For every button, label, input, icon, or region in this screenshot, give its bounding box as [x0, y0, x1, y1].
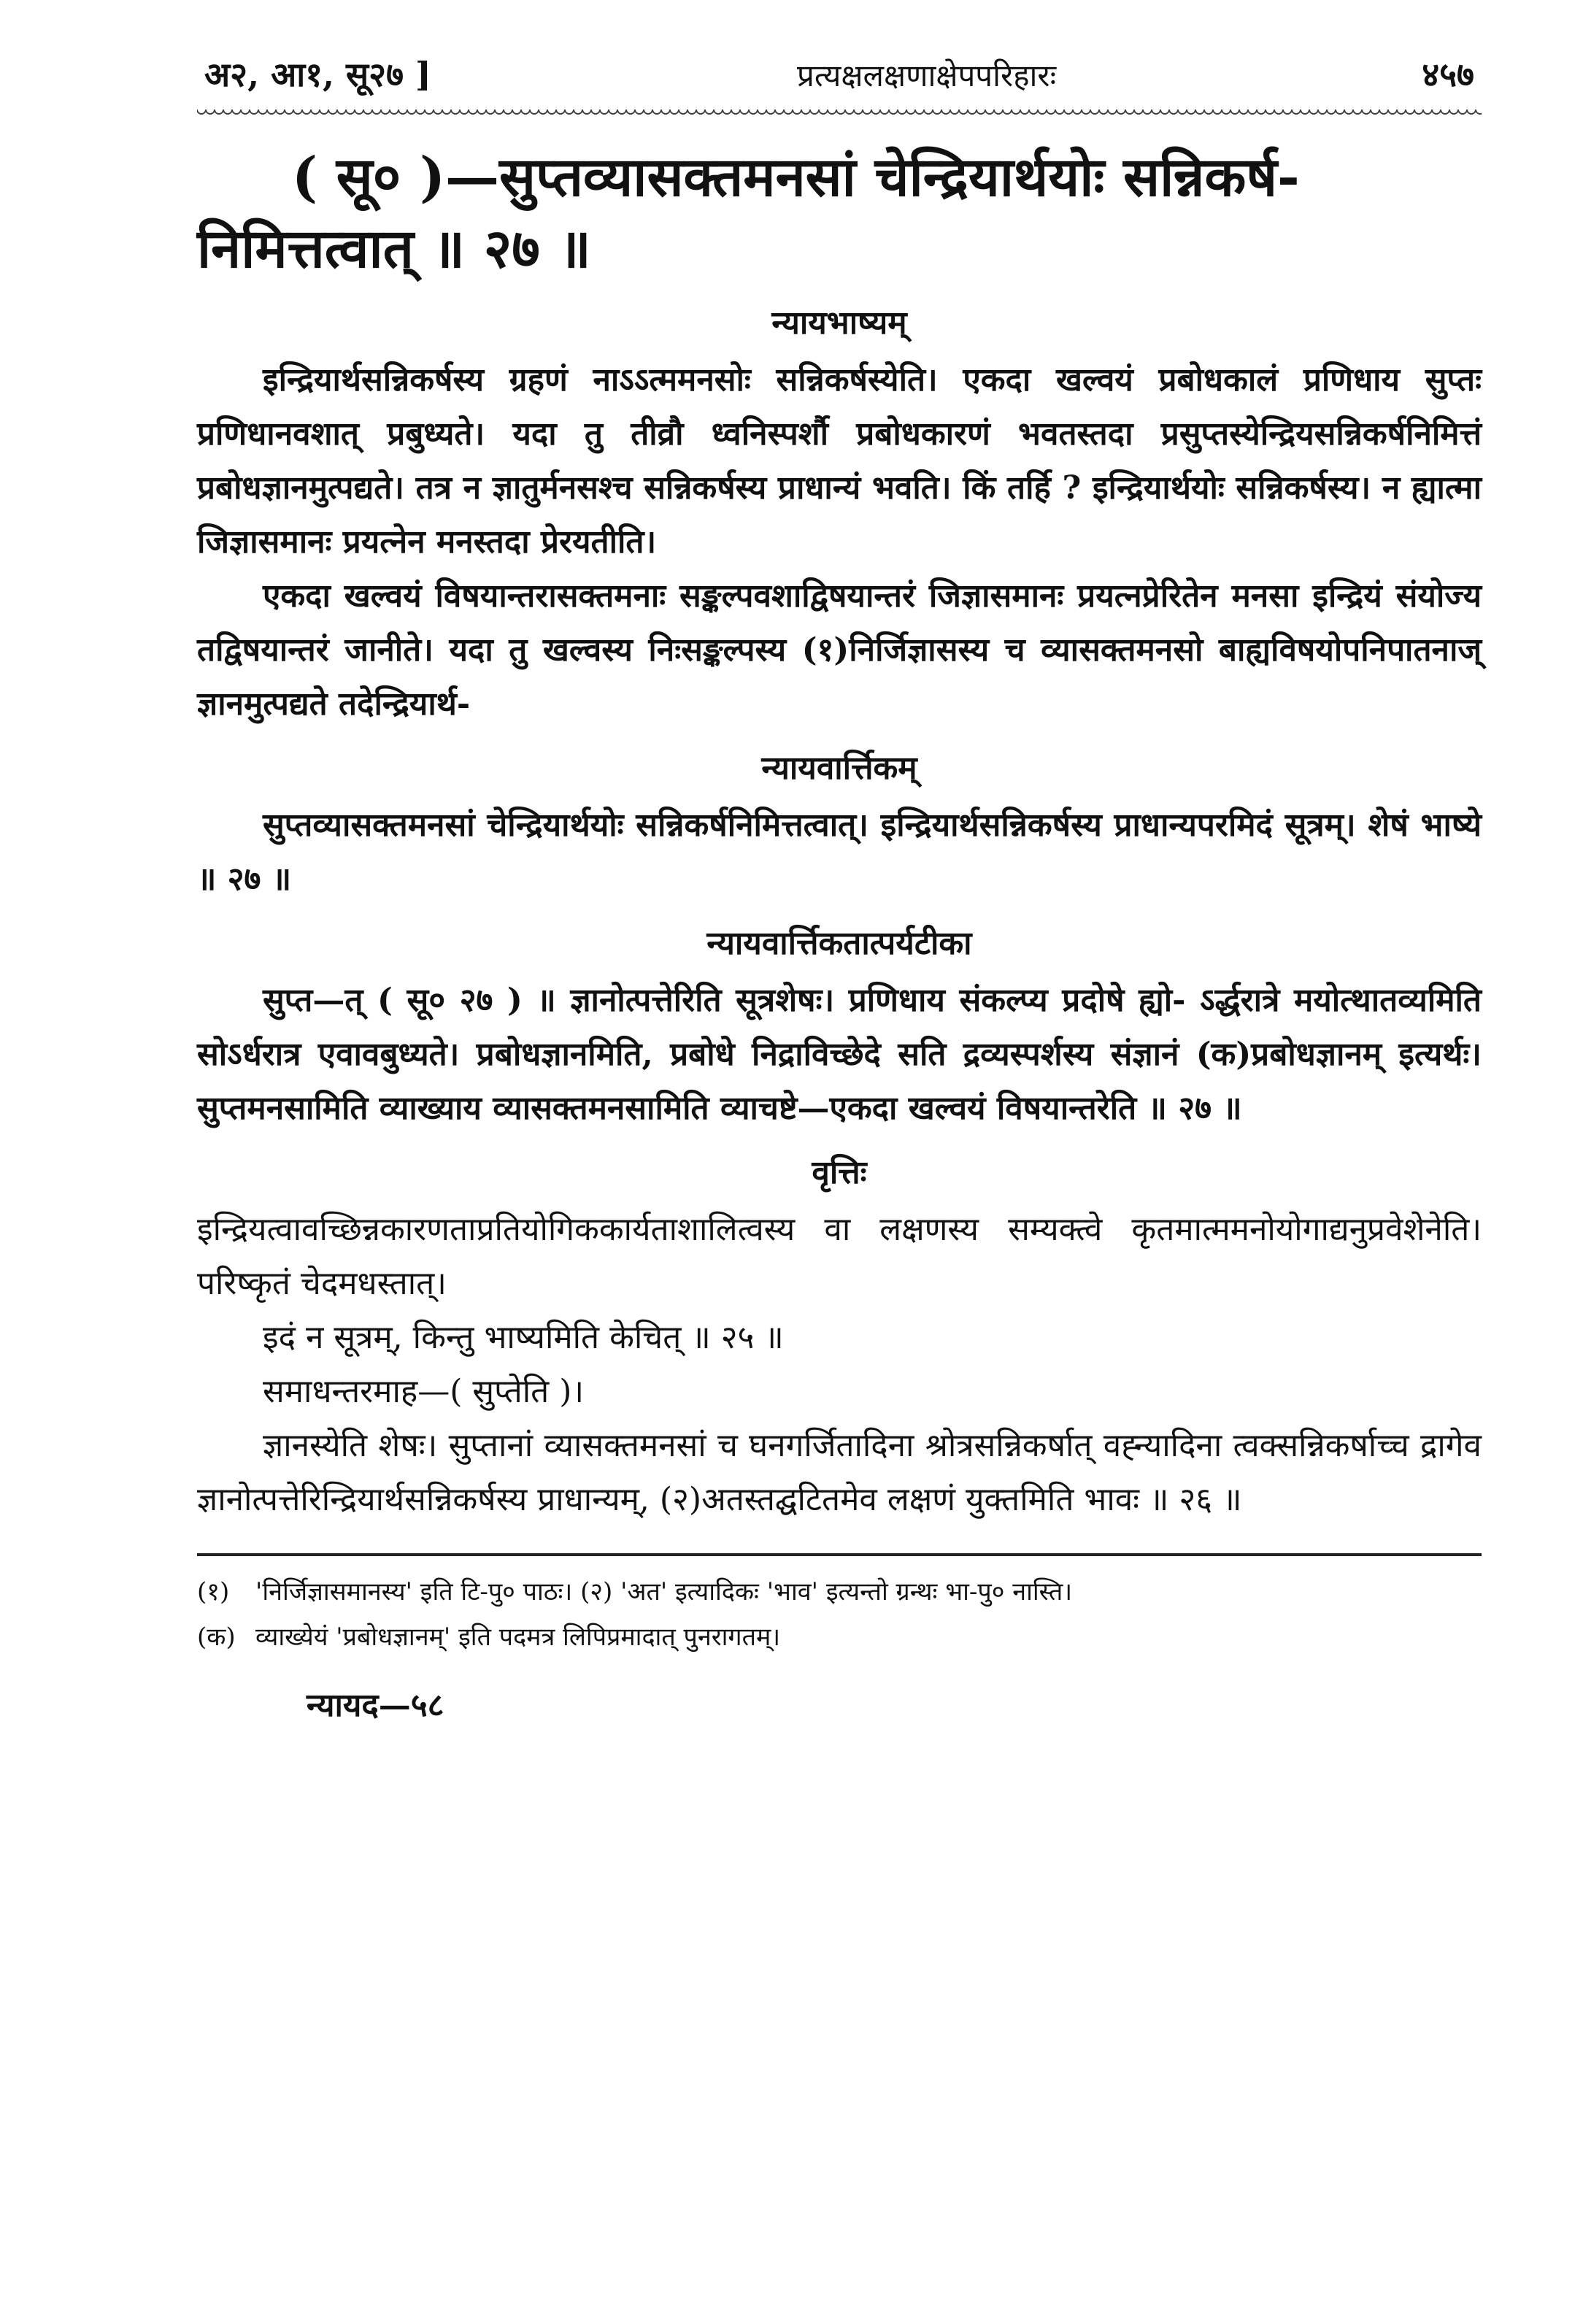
vritti-paragraph-2: इदं न सूत्रम्, किन्तु भाष्यमिति केचित् ॥ २५ ॥: [263, 1319, 784, 1356]
vritti-paragraph-1: इन्द्रियत्वावच्छिन्नकारणताप्रतियोगिककार्यताशालित्वस्य वा लक्षणस्य सम्यक्त्वे कृतमात्ममनोयोगाद्यनुप्रवेशेनेति। परिष्कृतं चेदमधस्तात्।: [197, 1211, 1482, 1302]
running-header: [197, 51, 1482, 105]
signature-mark: न्यायद—५८: [307, 1687, 444, 1724]
footnote-2-mark: (क): [197, 1623, 236, 1652]
page: [197, 51, 1482, 1725]
sutra-line-1: ( सू० )—सुप्तव्यासक्तमनसां चेन्द्रियार्थयोः सन्निकर्ष-: [292, 146, 1300, 209]
page-number: ४५७: [1422, 55, 1474, 94]
footnote-2-text: व्याख्येयं 'प्रबोधज्ञानम्' इति पदमत्र लिपिप्रमादात् पुनरागतम्।: [255, 1623, 781, 1652]
section-title-vartika: न्यायवार्त्तिकम्: [761, 750, 917, 787]
footnote-1-text: 'निर्जिज्ञासमानस्य' इति टि-पु० पाठः। (२) 'अत' इत्यादिकः 'भाव' इत्यन्तो ग्रन्थः भा-पु० नास्ति।: [255, 1577, 1073, 1607]
section-title-bhashya: न्यायभाष्यम्: [771, 304, 907, 342]
header-left-ref: अ२, आ१, सू२७ ]: [204, 55, 431, 94]
bhashya-paragraph-1: इन्द्रियार्थसन्निकर्षस्य ग्रहणं नाऽऽत्ममनसोः सन्निकर्षस्येति। एकदा खल्वयं प्रबोधकालं प्रणिधाय सुप्तः प्रणिधानवशात् प्रबुध्यते। यदा तु तीव्रौ ध्वनिस्पर्शौ प्रबोधकारणं भवतस्तदा प्रसुप्तस्येन्द्रियसन्निकर्षनिमित्तं प्रबोधज्ञानमुत्पद्यते। तत्र न ज्ञातुर्मनसश्च सन्निकर्षस्य प्राधान्यं भवति। किं तर्हि ? इन्द्रियार्थयोः सन्निकर्षस्य। न ह्यात्मा जिज्ञासमानः प्रयत्नेन मनस्तदा प्रेरयतीति।: [197, 361, 1482, 561]
vartika-paragraph-1: सुप्तव्यासक्तमनसां चेन्द्रियार्थयोः सन्निकर्षनिमित्तत्वात्। इन्द्रियार्थसन्निकर्षस्य प्राधान्यपरमिदं सूत्रम्। शेषं भाष्ये ॥ २७ ॥: [197, 807, 1482, 898]
sutra-line-2: निमित्तत्वात् ॥ २७ ॥: [197, 218, 591, 280]
wavy-divider: [197, 109, 1482, 120]
footnote-1: [197, 1569, 1482, 1615]
vritti-paragraph-4: ज्ञानस्येति शेषः। सुप्तानां व्यासक्तमनसां च घनगर्जितादिना श्रोत्रसन्निकर्षात् वह्न्यादिना त्वक्सन्निकर्षाच्च द्रागेव ज्ञानोत्पत्तेरिन्द्रियार्थसन्निकर्षस्य प्राधान्यम्, (२)अतस्तद्घटितमेव लक्षणं युक्तमिति भावः ॥ २६ ॥: [197, 1427, 1482, 1518]
section-title-tika: न्यायवार्त्तिकतात्पर्यटीका: [706, 925, 972, 962]
footnote-1-mark: (१): [197, 1577, 230, 1607]
tika-paragraph-1: सुप्त—त् ( सू० २७ ) ॥ ज्ञानोत्पत्तेरिति सूत्रशेषः। प्रणिधाय संकल्प्य प्रदोषे ह्यो- ऽर्द्धरात्रे मयोत्थातव्यमिति सोऽर्धरात्र एवावबुध्यते। प्रबोधज्ञानमिति, प्रबोधे निद्राविच्छेदे सति द्रव्यस्पर्शस्य संज्ञानं (क)प्रबोधज्ञानम् इत्यर्थः। सुप्तमनसामिति व्याख्याय व्यासक्तमनसामिति व्याचष्टे—एकदा खल्वयं विषयान्तरेति ॥ २७ ॥: [197, 982, 1482, 1127]
sutra: [197, 142, 1482, 285]
bhashya-paragraph-2: एकदा खल्वयं विषयान्तरासक्तमनाः सङ्कल्पवशाद्विषयान्तरं जिज्ञासमानः प्रयत्नप्रेरितेन मनसा इन्द्रियं संयोज्य तद्विषयान्तरं जानीते। यदा तु खल्वस्य निःसङ्कल्पस्य (१)निर्जिज्ञासस्य च व्यासक्तमनसो बाह्यविषयोपनिपातनाज् ज्ञानमुत्पद्यते तदेन्द्रियार्थ-: [197, 577, 1482, 723]
header-title: प्रत्यक्षलक्षणाक्षेपपरिहारः: [796, 58, 1057, 93]
vritti-paragraph-3: समाधन्तरमाह—( सुप्तेति )।: [263, 1373, 585, 1410]
footnote-rule: [197, 1553, 1482, 1556]
footnote-2: [197, 1615, 1482, 1660]
section-title-vritti: वृत्तिः: [812, 1154, 867, 1191]
